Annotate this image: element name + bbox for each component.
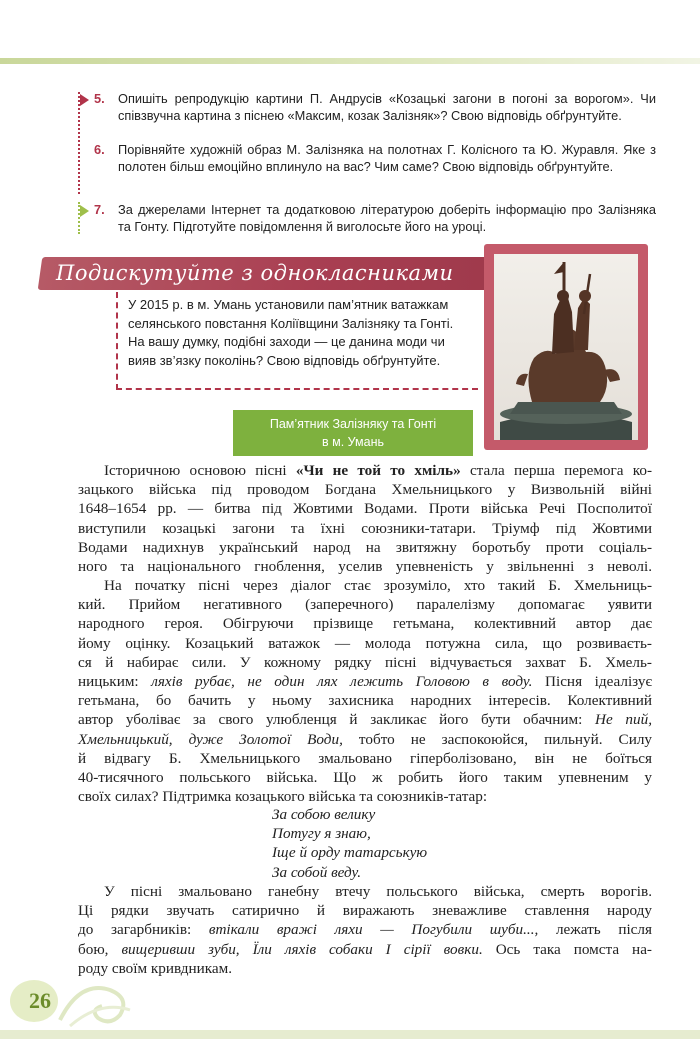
body-paragraph-3 [78, 882, 652, 978]
text-span: тобто не заспокоюйся, пильнуй. Силу [342, 730, 652, 748]
body-line: народного героя. Обігруючи прізвище гетьмана, колективний автор дає [78, 615, 652, 633]
task-dotted-divider [78, 92, 80, 194]
quote-span: Хмельницький, дуже Золотої Води, [78, 730, 343, 748]
text-span: бою, [78, 940, 122, 958]
poem-line: За собою велику [272, 806, 376, 823]
bottom-decorative-rule [0, 1030, 700, 1039]
task-7-dotted-divider [78, 202, 80, 234]
task-7 [96, 202, 656, 235]
body-paragraph-1 [78, 461, 652, 576]
body-line [78, 710, 652, 729]
text-span: Історичною основою пісні [104, 462, 296, 479]
task-number: 7. [94, 202, 105, 217]
poem-quote [272, 805, 427, 882]
body-line: зацького війська під проводом Богдана Хмельницького у Визвольній війні [78, 481, 652, 499]
page-number: 26 [29, 988, 51, 1013]
body-line: Ці рядки звучать сатирично й виражають зневажливе ставлення народу [78, 902, 652, 920]
decorative-swirl-icon [50, 960, 140, 1030]
text-span: лежать після [538, 921, 652, 939]
body-line: Водами надихнув український народ на звитяжну боротьбу проти соціаль- [78, 538, 652, 556]
body-line: У пісні змальовано ганебну втечу польського війська, смерть ворогів. [104, 883, 652, 900]
body-line: 1648–1654 рр. — битва під Жовтими Водами. Проти війська Речі Посполитої [78, 500, 652, 518]
task-text: За джерелами Інтернет та додатковою літературою доберіть інформацію про Залізняка та Гонту. Підготуйте повідомлення й виголосьте його на уроці. [118, 202, 656, 234]
body-line: виступили козацькі загони та їхні союзники-татари. Тріумф під Жовтими [78, 519, 652, 537]
task-5-marker-icon [80, 94, 89, 106]
poem-line: Іще й орду татарськую [272, 844, 428, 862]
photo-caption-line1: Пам’ятник Залізняку та Гонті [269, 417, 437, 431]
quote-span: втікали вражі ляхи — Погубили шуби..., [208, 921, 539, 939]
body-paragraph-2 [78, 576, 652, 806]
text-span: автор уболіває за свого улюбленця й закликає його бути обачним: [78, 711, 596, 729]
body-line: ного та національного гноблення, уселив упевненість у звільненні з неволі. [78, 558, 652, 576]
task-number: 6. [94, 142, 105, 157]
poem-line: За собой веду. [272, 863, 362, 881]
body-line: роду своїм кривдникам. [78, 959, 233, 977]
task-7-marker-icon [80, 205, 89, 217]
text-span: стала перша перемога ко- [460, 462, 653, 479]
monument-image-icon [494, 254, 638, 440]
body-line: своїх силах? Підтримка козацького війська та союзників-татар: [78, 788, 488, 806]
poem-line: Потугу я знаю, [272, 825, 371, 843]
text-span: до загарбників: [78, 921, 209, 939]
photo-caption [233, 410, 473, 456]
body-line: ся й набирає сили. У кожному рядку пісні відчувається захват Б. Хмель- [78, 653, 652, 671]
body-line [78, 920, 652, 939]
quote-span: Не пий, [595, 711, 652, 729]
task-text: Опишіть репродукцію картини П. Андрусів «Козацькі загони в погоні за ворогом». Чи співзвучна картина з піснею «Максим, козак Залізняк»? Свою відповідь обґрунтуйте. [118, 91, 656, 123]
task-5 [96, 91, 656, 124]
body-line [78, 730, 652, 749]
task-6 [96, 142, 656, 175]
body-line: гетьмана, бо бачить у ньому захисника народних інтересів. Колективний [78, 692, 652, 710]
quote-span: ляхів рубає, не один лях лежить Головою в воду. [151, 673, 533, 691]
task-text: Порівняйте художній образ М. Залізняка на полотнах Г. Колісного та Ю. Журавля. Яке з полотен більш емоційно вплинуло на вас? Чим саме? Свою відповідь обґрунтуйте. [118, 142, 656, 174]
discussion-text: У 2015 р. в м. Умань установили пам’ятник ватажкам селянського повстання Коліївщини Залізняку та Гонті. На вашу думку, подібні заходи — це данина моди чи вияв зв’язку поколінь? Свою відповідь обґрунтуйте. [128, 297, 454, 368]
quote-span: вищеривши зуби, Їли ляхів собаки І сірії вовки. [121, 940, 483, 958]
discussion-banner-title: Подискутуйте з однокласниками [56, 261, 454, 285]
song-title: «Чи не той то хміль» [295, 462, 461, 479]
body-line: йому оцінку. Козацький ватажок — молода потужна сила, що розвиваєть- [78, 634, 652, 652]
body-line [78, 461, 652, 480]
body-line: й відвагу Б. Хмельницького змальовано гіперболізовано, він не боїться [78, 749, 652, 767]
body-line: На початку пісні через діалог стає зрозуміло, хто такий Б. Хмельниць- [104, 577, 652, 594]
body-line: 40-тисячного польського війська. Що ж робить його таким упевненим у [78, 769, 652, 787]
text-span: Ось така помста на- [482, 940, 652, 958]
body-line [78, 940, 652, 959]
body-line [78, 672, 652, 691]
task-number: 5. [94, 91, 105, 106]
body-line: кий. Прийом негативного (заперечного) паралелізму допомагає уявити [78, 596, 652, 614]
top-decorative-rule [0, 58, 700, 64]
text-span: ницьким: [78, 673, 152, 691]
photo-caption-line2: в м. Умань [322, 435, 384, 449]
text-span: Пісня ідеалізує [532, 673, 652, 691]
monument-photo [494, 254, 638, 440]
